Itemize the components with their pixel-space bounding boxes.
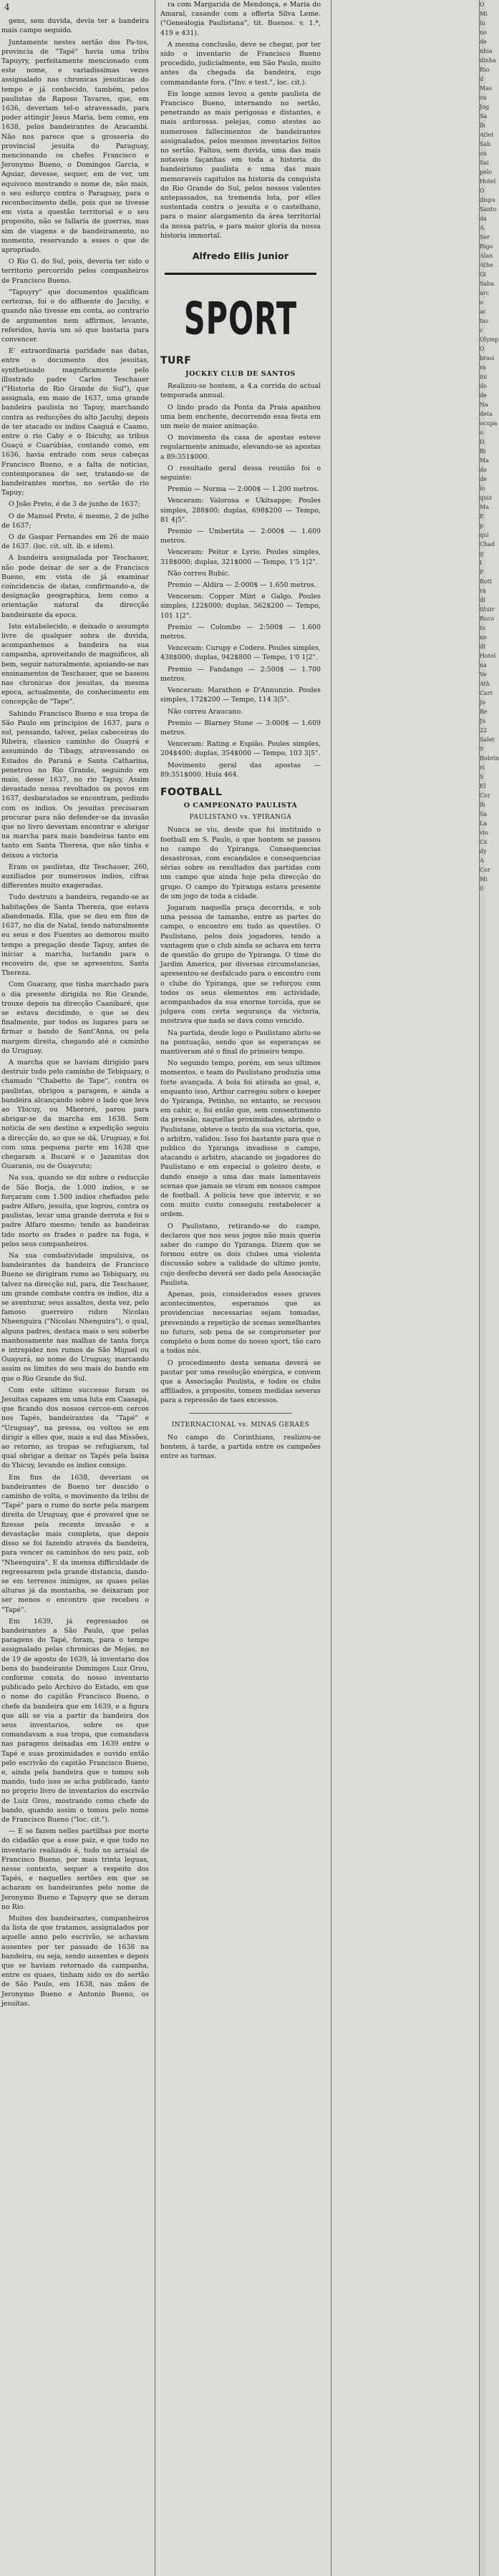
paragraph: "Tapuyry" que documentos qualificam certeiras, foi o do affluente do Jacuhy, e quando não tivesse em conta, ao contrario de argumentos nem affirmos, levante, referidos, havia um só que bastaria para convencer. xyxy=(1,288,149,344)
turf-paragraph: Premio — Colombo — 2:500$ — 1.600 metros. xyxy=(160,623,321,641)
paragraph: Na sua combatividade impulsiva, os bandeirantes da bandeira de Francisco Bueno se dirigiram rumo ao Tebiquary, ou talvez na direcção sul, para, diz Teschauer, um grande combate contra os indios, diz a se aventurar, seus assaltos, desta vez, pelo famoso guerreiro rubro Nicolau Nheenguira ("Nicolau Nhenguira"), o qual, alguns padres, destaca mais o seu soberbo manhosamente nas malhas de tanta força e intrepidez nos rumos de São Miguel ou Guayurá, no nome do Uruguay, marcando assim os limites do seu mais do bando em que o Rio Grande do Sul. xyxy=(1,1252,149,1383)
edge-fragment: A xyxy=(480,857,484,864)
edge-fragment: Ser xyxy=(480,234,490,240)
turf-subheading: JOCKEY CLUB DE SANTOS xyxy=(185,370,296,378)
edge-fragment: Sab xyxy=(480,141,491,147)
edge-fragment: ou xyxy=(480,150,487,157)
paragraph: Em 1639, já regressados os bandeirantes a São Paulo, que pelas paragens do Tapé, foram, para o tempo assignalado pelas chronicas de Mojas, no de 19 de agosto do 1639, lá inventario dos bens do bandeirante Domingos Luiz Grou, conforme consta do nosso inventario publicado pelo Archivo do Estado, em que o nome do capitão Francisco Bueno, o chefe da bandeira que em 1639, e a figura que alli se via a partir da bandeira dos seus inventarios, sobre os que comandavam a sua tropa, que comandava nas paragens deixadas em 1639 entre o Tapé e suas proximidades e ouvido então pelo escrivão do capitão Francisco Bueno, e, ainda pela bandeira que o tomou sob mando, tudo isso se acha publicado, tanto no proprio livro de inventarios do escrivão de Luiz Grou, mostrando como chefe do bando, quando assim o tomou pelo nome de Francisco Bueno ("loc. cit."). xyxy=(1,1617,149,1824)
edge-fragments xyxy=(480,0,499,893)
edge-fragment: Bobrin xyxy=(480,755,499,762)
edge-fragment: Olymp xyxy=(480,336,499,343)
turf-heading: TURF xyxy=(160,355,192,366)
paragraph: E' extraordinaria paridade nas datas, entre o documento dos jesuitas, synthetisado magnificamente pelo illustrado padre Carlos Teschauer ("Historia do Rio Grande do Sul"), que assignala, em maio de 1637, uma grande bandeira paulista no Tapuy, marchando contra as reducções do alto Jacuhy, depois de ter atacado os indios Caaguá e Caamo, entre o rio Caby e o Ibicuhy, as tribus Guaçú e Cuarúbias, contando como, em 1636, havia entrado com seus cabeças Francisco Bueno, e a falta de notícias, contemporanea de ser, tratando-se de bandeirantes mortos, no sertão do rio Tapuy; xyxy=(1,347,149,497)
edge-fragment: Mi xyxy=(480,876,488,883)
paragraph: Muitos dos bandeirantes, companheiros da lista de que tratamos, assignalados por aquelle anno pelo escrivão, se achavam ausentes por ter passado de 1638 na bandeira, ou seja, sendo ausentes e depois que se haviam retornado da campanha, entre os quaes, tinham sido os do sertão de São Paulo, em 1638, nas mãos de Jeronymo Bueno e Antonio Bueno, os jesuitas. xyxy=(1,1915,149,2008)
edge-fragment: Cor xyxy=(480,867,490,873)
edge-fragment: Jo xyxy=(480,699,486,706)
edge-fragment: Sa xyxy=(480,811,488,817)
turf-paragraph: Venceram: Rating e Espião. Poules simples, 204$400; duplas, 354$000 — Tempo, 103 3|5". xyxy=(160,740,321,758)
football-paragraph: O Paulistano, retirando-se do campo, declarou que nos seus jogos não mais queria saber do campo do Ypiranga. Dizem que se formou entre os dois clubes uma violenta discussão sobre a validade do ultimo ponto, cujo desfecho deverá ser dado pela Associação Paulista. xyxy=(160,1222,321,1287)
edge-fragment: Sa xyxy=(480,113,488,120)
paragraph: A bandeira assignalada por Teschauer, não pode deixar de ser a de Francisco Bueno, em vista de já examinar coincidencia de datas, confirmando-a, de designação geographica, bem como a orientação natural da direcção bandeirante da epoca. xyxy=(1,554,149,619)
edge-fragment: dinha xyxy=(480,57,496,64)
turf-paragraph: Venceram: Valorosa e Ukitsappe; Poules simples, 288$00; duplas, 698$200 — Tempo, 81 4|5". xyxy=(160,497,321,524)
edge-fragment: Saba xyxy=(480,281,495,287)
edge-fragment: vio xyxy=(480,830,488,836)
paragraph: A mesma conclusão, deve se chegar, por ter sido o inventario de Francisco Bueno procedido, judicialmente, em São Paulo, muito antes da chegada da bandeira, cujo commandante fora. ("Inv. e test.", loc. cit.). xyxy=(160,40,321,87)
paragraph: gens, sem duvida, devia ter a bandeira mais campo seguido. xyxy=(1,17,149,35)
edge-fragment: do de xyxy=(480,383,487,399)
turf-paragraph: O movimento da casa de apostas esteve regularmente animado, elevando-se as apostas a 89:351$000. xyxy=(160,434,321,461)
turf-paragraph: Venceram: Marathon e D'Annunzio. Poules simples, 172$200 — Tempo, 114 3|5". xyxy=(160,686,321,704)
edge-fragment: O xyxy=(480,346,485,352)
turf-paragraph: O lindo prado da Ponta da Praia apanhou uma bem enchente, decorrendo essa festa em um meio de maior animação. xyxy=(160,403,321,431)
paragraph: No campo do Corinthians, realizou-se hontem, á tarde, a partida entre os campeões entre as turmas. xyxy=(160,1433,321,1461)
edge-fragment: 22 xyxy=(480,727,488,734)
edge-fragment: La xyxy=(480,820,488,827)
edge-fragment: P xyxy=(480,569,484,575)
edge-fragment: 0 xyxy=(480,885,484,892)
edge-fragment: deta xyxy=(480,411,493,417)
turf-paragraph: O resultado geral dessa reunião foi o seguinte: xyxy=(160,464,321,482)
paragraph: O de Manuel Preto, é mesmo, 2 de julho de 1637; xyxy=(1,512,149,530)
edge-fragment: Cor xyxy=(480,792,490,799)
football-paragraph: Nunca se viu, desde que foi instituido o football em S. Paulo, o que hontem se passou no campo do Ypiranga. Consequencias desastrosas, com escandalos e consequencias sérias sobre os resultados das partidas com um campo que ainda hoje pela direcção do grupo. O campo do Ypiranga estava presente de um jogo de toda a cidade. xyxy=(160,826,321,900)
turf-paragraph: Realizou-se hontem, a 4.a corrida do actual temporada annual. xyxy=(160,382,321,400)
edge-fragment: quiz xyxy=(480,495,493,501)
edge-fragment: o ac xyxy=(480,299,487,315)
edge-fragment: arc xyxy=(480,290,490,296)
paragraph: Eis longe annos levou a gente paulista de Francisco Bueno, internando no sertão, penetrando as mais perigosas e distantes, e mais ardorosas. pelejas, como atestes ao numerosos fallecimentos de bandeirantes assignalados, pelos mesmos inventarios feitos no sertão. Faltou, sem duvida, uma das mais notaveis façanhas em toda a historia do bandeirismo paulista e uma das mais memoraveis capitulos na historia da conquista do Rio Grande do Sul, pelos nossos valentes antepassados, na tremenda luta, por elles sustentada contra o jesuita e o castelhano, para o maior alargamento da área territorial da nossa patria, e para maior gloria da nossa historia immortal. xyxy=(160,89,321,240)
turf-paragraph: Movimento geral das apostas — 89:351$000. Huía 464. xyxy=(160,761,321,779)
paragraph: Tudo destruiu a bandeira, regando-se as habitações de Santa Thereza, que estava abandonada. Ella, que se deu em fins de 1637, no dia de Natal, tendo naturalmente eu seus e dos Fuentes ao demorou muito tempo a pregação desde Tapuy, antes de iniciar a marcha, luctando para o recoveiro de, que se apresentou, Santa Thereza. xyxy=(1,893,149,978)
edge-fragment: Rigo xyxy=(480,243,493,250)
paragraph: O de Gaspar Fernandes em 26 de maio de 1637. (loc. cit. ult. ib. e idem). xyxy=(1,533,149,551)
edge-fragment: O xyxy=(480,188,485,194)
paragraph: Na sua, quando se diz sobre o reducção de São Borja, de 1.000 indios, e se forçaram com 1.500 indios chefiados pelo padre Alfaro, jesuita, que logrou, contra os paulistas, levar uma grande derrota e foi o padre Alfaro mesmo; tendo as bandeiras tido morto os frades o padre na fuga, e pelos seus companheiros. xyxy=(1,1174,149,1248)
edge-fragment: E xyxy=(480,513,484,520)
football-paragraph: Apenas, pois, considerados esses graves acontecimentos, esperamos que as providencias necessarias sejam tomadas, prevenindo a repetição de scenas semelhantes no futuro, sob pena de se comprometer por completo o bom nome do nosso sport, tão caro a todos nós. xyxy=(160,1291,321,1356)
turf-paragraph: Premio — Umbertita — 2:000$ — 1.609 metros. xyxy=(160,528,321,545)
football-paragraph: No segundo tempo, porém, em seus ultimos momentos, o team do Paulistano produzia uma forte avançada. A bola foi atirada ao goal, e, enquanto isso, Arthur carregou sobre o keeper do Ypiranga, Petinho, no entanto, se recusou em cahir, e, foi então que, sem consentimento da pressão, naquellas proximidades, abrindo o Paulistano, obteve o tento da sua victoria, que, o arbitro, validou. Isso foi bastante para que o publico do Ypiranga invadisse o campo, atacando o arbitro, atacando os jogadores do Paulistano e em especial o goleiro deste, e dando ensejo a uma das mais lamentaveis scenas que jamais se viram em nossos campos de football. A policia teve que intervir, e so com muito custo conseguiu restabelecer a ordem. xyxy=(160,1059,321,1219)
paragraph: O João Preto, é de 3 de junho de 1637; xyxy=(9,500,140,509)
edge-fragment: Hotel xyxy=(480,653,496,659)
paragraph: Sahindo Francisco Bueno e sua tropa de São Paulo em principios de 1637, para o sul, pensando, talvez, pelas cabeceiras do Ribeira, classico caminho do Guayrá e assumindo do Tibagy, atravessando os Estados do Paraná e Santa Catharina, penetrou no Rio Grande, seguindo em maio, desse 1637, no rio Tapuy, Assim devastado nessa revoltados os povos em 1637, desbaratados se encontram, pedindo com os indios. Os jesuitas precisaram procurar para não defender-se da invasão que no livro deveriam encontrar e abrigar na marcha para mais bandeiras tanto em tanto em Santa Theresa, que não tinha e deixou a victoria xyxy=(1,709,149,860)
edge-fragment: Bott xyxy=(480,578,493,585)
edge-fragment: pelo xyxy=(480,169,493,175)
article-author: Alfredo Ellis Junior xyxy=(192,251,289,262)
turf-paragraph: Premio — Norma — 2:000$ — 1.200 metros. xyxy=(168,485,319,494)
edge-fragment: da A. xyxy=(480,215,487,231)
edge-fragment: no xyxy=(480,634,487,641)
edge-fragment: Mas xyxy=(480,85,493,92)
separator xyxy=(189,1413,292,1414)
turf-paragraph: Premio — Fandango — 2:500$ — 1.700 metros. xyxy=(160,665,321,683)
edge-fragment: di xyxy=(480,597,485,603)
edge-fragment: Ma xyxy=(480,457,489,464)
edge-fragment: dispu xyxy=(480,197,496,203)
edge-fragment: dt xyxy=(480,643,486,650)
page-folio: 4 xyxy=(4,2,10,12)
edge-fragment: Jog xyxy=(480,104,490,110)
edge-fragment: lh xyxy=(480,802,485,808)
edge-fragment: Hotel xyxy=(480,178,496,185)
edge-fragment: Atlet xyxy=(480,132,494,138)
turf-paragraph: Não correu Rubic. xyxy=(168,569,231,578)
section-rule xyxy=(165,273,316,275)
edge-fragment: g xyxy=(480,550,484,557)
sport-section xyxy=(160,278,321,2576)
edge-fragment: qui xyxy=(480,532,489,538)
edge-fragment: 9 xyxy=(480,746,484,752)
edge-fragment: Athe xyxy=(480,262,493,268)
edge-fragment: Be xyxy=(480,709,488,715)
edge-fragment: brasi xyxy=(480,355,495,361)
edge-fragment: ra ini xyxy=(480,364,488,380)
edge-fragment: Ath xyxy=(480,681,490,687)
intl-body xyxy=(160,1433,321,1462)
turf-paragraph: Premio — Aldira — 2:000$ — 1.650 metros. xyxy=(168,581,316,590)
edge-fragment: Ma xyxy=(480,504,489,510)
paragraph: Com Guarany, que tinha marchado para o dia presente dirigida no Rio Grande, trouxe depois na direcção Caanibaré, que se estava decidindo, o que se deu finalmente, por todos os lugares para se firmar o bando de Sant'Anna, ou pela margem direita, chegando até o caminho do Uruguay. xyxy=(1,981,149,1055)
football-paragraph: Na partida, desde logo o Paulistano abriu-se na pontuação, sendo que as esperanças se mantiveram até o final do primeiro tempo. xyxy=(160,1029,321,1056)
football-paragraph: O procedimento desta semana deverá se pautar por uma resolução enérgica, e convem que a Associação Paulista, e todos os clubs affiliados, a proposito, tomem medidas severas para a repressão de taes excessos. xyxy=(160,1359,321,1405)
edge-fragment: Bi xyxy=(480,448,486,455)
edge-fragment: S xyxy=(480,774,484,780)
turf-paragraph: Não correu Araucano. xyxy=(168,707,243,716)
edge-fragment: O Mi xyxy=(480,1,488,17)
edge-fragment: de xyxy=(480,39,487,45)
edge-fragment: Ju xyxy=(480,718,486,724)
turf-paragraph: Venceram: Copper Mint e Galgo. Poules simples, 122$000; duplas, 562$200 — Tempo, 101 1|2". xyxy=(160,593,321,620)
football-body xyxy=(160,825,321,1405)
sport-masthead: SPORT xyxy=(183,292,298,345)
edge-fragment: ou xyxy=(480,94,487,101)
paragraph: ra com Margarida de Mendonça, e Maria do Amaral, casando com a offerta Silva Leme. ("Genealogia Paulistana", tit. Buenos. v. 1.*, 419 e 431). xyxy=(160,1,321,37)
edge-fragment: Cx xyxy=(480,839,488,845)
turf-body xyxy=(160,381,321,779)
edge-fragment: tas c xyxy=(480,318,489,334)
turf-paragraph: Venceram: Curupy e Codero. Poules simples, 438$000; duplas, 942$800 — Tempo, 1'0 1|2". xyxy=(160,644,321,662)
edge-fragment: Cart xyxy=(480,690,493,696)
edge-fragment: Santo xyxy=(480,206,497,213)
edge-fragment: Na xyxy=(480,402,488,408)
paragraph: A marcha que se haviam dirigido para destruir tudo pelo caminho de Tebiquary, o chamado "Chabetto de Tape", contra os paulistas, obrigou a paragem, e ainda a bandeira alcançando sobre o lado que leva ao Ybicuy, ou Mbororé, parou para abrigar-se da marcha em 1638. Sem noticia de seu destino a expedição seguiu a direcção do, ao que se dá, Uruguay, e foi com uma pequena parte em 1638 que chegaram a Bucaré e o Jazanitas dos Guaranis, ou de Guaycutu; xyxy=(1,1058,149,1171)
edge-fragment: ocupa xyxy=(480,420,498,427)
edge-fragment: nhia xyxy=(480,48,493,54)
edge-fragment: to xyxy=(480,625,486,631)
edge-fragment: p xyxy=(480,523,484,529)
football-paragraph: Jogaram naquella praça decorrida, e sob uma pessoa de tamanho, entre as partes do campo, o encontro em tudo as questões. O Paulistano, pelos dois jogadores, tendo a vantagem que o club ainda se achava em terra de questão do grupo do Ypiranga. O time do Jardim America, por diversas circumstancias, apresentou-se desfalcado para o encontro com o clube do Ypiranga, que se reforçou com todos os seus elementos em actividade, acompanhados da sua enorme torcida, que se julgava com certa segurança da victoria, mostrava que nada se dava como vencido. xyxy=(160,903,321,1026)
edge-fragment: Salet xyxy=(480,737,495,743)
paragraph: Com este ultimo successo foram os Jesuitas capazes em uma luta em Caasapá, que ficando dos nossos cercos-em cercos nos Tapés, bandeirantes da "Tapé" e "Uruguay", na pressa, ou voltou se em dirigir a elles que, mais a sul das Missões, ao retorno, as tropas se refugiaram, tal qual obrigar a deixar os Tapés pela baixa do Ybicuy, levando os indios consigo. xyxy=(1,1386,149,1470)
edge-fragment: no xyxy=(480,29,487,36)
edge-fragment: Sai xyxy=(480,160,489,166)
campeonato-heading: O CAMPEONATO PAULISTA xyxy=(183,801,298,810)
edge-fragment: tituir xyxy=(480,606,495,613)
match-heading: PAULISTANO vs. YPIRANGA xyxy=(189,814,292,822)
edge-fragment: El xyxy=(480,783,486,789)
edge-fragment: I xyxy=(480,560,483,566)
edge-fragment: lu xyxy=(480,20,485,26)
football-heading: FOOTBALL xyxy=(160,786,223,798)
edge-fragment: o D. xyxy=(480,429,486,445)
turf-paragraph: Venceram: Peitor e Lyrio. Poules simples, 318$000; duplas, 321$000 — Tempo, 1'5 1|2". xyxy=(160,548,321,566)
edge-fragment: Chad xyxy=(480,541,495,548)
edge-fragment: Gi xyxy=(480,271,486,278)
intl-heading: INTERNACIONAL vs. MINAS GERAES xyxy=(171,1421,310,1429)
edge-fragment: ra xyxy=(480,588,486,594)
edge-fragment: na Ve xyxy=(480,662,487,678)
edge-fragment: do de xyxy=(480,467,487,482)
edge-fragment: Alan xyxy=(480,253,493,259)
paragraph: Em fins de 1638, deveriam os bandeirantes de Bueno ter descido o caminho de volta, o movimento da tribu de "Tapé" para o rumo do norte pela margem direita do Uruguay, que é provavel que se fizesse pela recente invasão e a devastação mais completa, que depois disso se foi fazendo através da bandeira, para vencer os caminhos do seu paiz, sob "Nheenguira". E da imensa difficuldade de regressarem pela grande distancia, dando-se em terrenos inimigos, as quaes pelas alturas já da montanha, se deixaram por ser menos o encontro que recebeu o "Tapé". xyxy=(1,1473,149,1614)
edge-fragment: dy xyxy=(480,848,487,855)
edge-fragment: ri xyxy=(480,764,485,771)
paragraph: — E se fazem nelles partilhas por morte do cidadão que a esse paiz, e que tudo no inventario realizado é, tudo no arraial de Francisco Bueno, por mais trinta leguas, nesse contexto, sequer a respeito dos Tapés, e naquelles sertões em que se acharam os bandeirantes pelo nome de Jeronymo Bueno e Tapuyry que se deram no Rio. xyxy=(1,1827,149,1911)
paragraph: Juntamente nestes sertão dos Pa-tos, provincia de "Tapé" havia uma tribu Tapuyry, perfeitamente mencionado com este nome, e variadissimas vezes assignalado nas chronicas jesuiticas do tempo e já conhecido, também, pelos paulistas de Raposo Tavares, que, em 1636, deveriam tel-o atravessado, para poder attingir Jesus Maria, bem como, em 1638, pelos bandeirantes de Aracambi. Não nos parece que a grosseria do provincial jesuita do Paraguay, mencionando os chefes Francisco e Jeronymo Bueno, o Domingos Garcia, e Aguiar, devesse, sequer, em de ver, um equivoco mostrando o nome de, não mais, o seu esforço contra o Paraguay, para o reconhecimento delle, pois que se tivesse em vista a questão territorial e o seu proposito, não se fallaria de guerras, mas sim de viagens e de bandeiramento, no momento, reservando a esses o que de apropriado. xyxy=(1,38,149,255)
paragraph: Isto estabelecido, e deixado o assumpto livre de qualquer sobra de duvida, acompanhemos a bandeira na sua campanha, aproveitando de magnificos, ali bem, seguir naturalmente, apoiando-se nas ensinamentos de Teschauer, que se baseou nas chronicas dos jesuitas, da mesma epoca, actualmente, do conhecimento em concepção de "Tape". xyxy=(1,622,149,706)
edge-fragment: Rio d xyxy=(480,67,490,82)
edge-fragment: lo xyxy=(480,485,485,492)
turf-paragraph: Premio — Blarney Stone — 3:000$ — 1.609 metros. xyxy=(160,719,321,737)
edge-fragment: Roco xyxy=(480,616,495,622)
left-column-body xyxy=(1,16,149,2008)
paragraph: O Rio G. do Sul, pois, deveria ter sido o territorio percorrido pelos companheiros de Francisco Bueno. xyxy=(1,258,149,285)
edge-fragment: lh xyxy=(480,122,485,129)
middle-column-body xyxy=(160,0,321,240)
paragraph: Eram os paulistas, diz Teschauer, 260, auxiliados por numerosos indios, cifras differentes muito exageradas. xyxy=(1,862,149,890)
left-column xyxy=(1,0,149,2576)
cropped-edge-column xyxy=(480,0,499,2576)
